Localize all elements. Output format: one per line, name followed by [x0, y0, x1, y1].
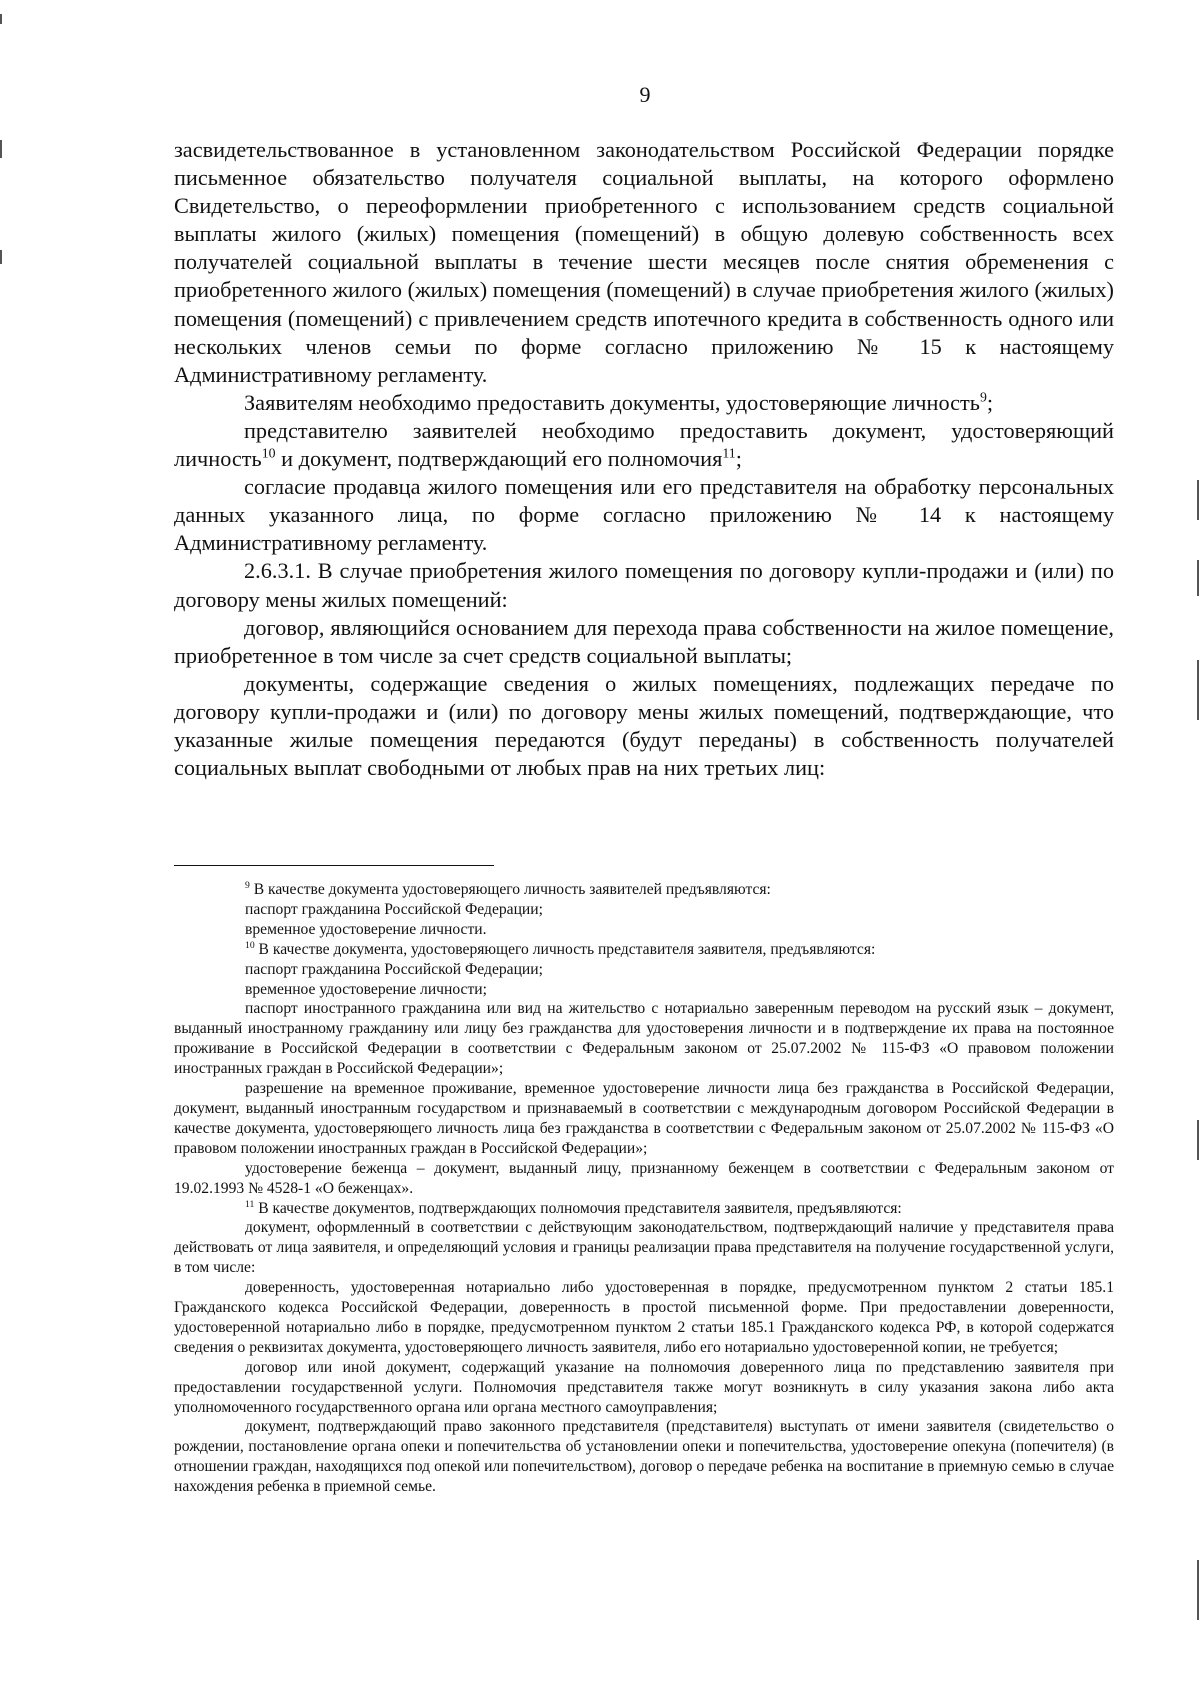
footnote-10 [174, 940, 1114, 960]
paragraph-3-middle: и документ, подтверждающий его полномочия [275, 446, 723, 472]
paragraph-2-text: Заявителям необходимо предоставить документы, удостоверяющие личность [244, 389, 980, 415]
footnote-mark-10: 10 [245, 939, 255, 951]
paragraph-3 [174, 417, 1114, 473]
scan-mark-right [1197, 660, 1199, 720]
paragraph-1: засвидетельствованное в установленном законодательством Российской Федерации порядке письменное обязательство получателя социальной выплаты, на которого оформлено Свидетельство, о переоформлении приобретенного с использованием средств социальной выплаты жилого (жилых) помещения (помещений) в общую долевую собственность всех получателей социальной выплаты в течение шести месяцев после снятия обременения с приобретенного жилого (жилых) помещения (помещений) в случае приобретения жилого (жилых) помещения (помещений) с привлечением средств ипотечного кредита в собственность одного или нескольких членов семьи по форме согласно приложению № 15 к настоящему Административному регламенту. [174, 137, 1114, 387]
footnote-line: паспорт гражданина Российской Федерации; [245, 900, 543, 918]
paragraph-5: 2.6.3.1. В случае приобретения жилого помещения по договору купли-продажи и (или) по договору мены жилых помещений: [174, 558, 1114, 612]
main-text [174, 136, 1114, 782]
paragraph-7: документы, содержащие сведения о жилых помещениях, подлежащих передаче по договору купли-продажи и (или) по договору мены жилых помещений, подтверждающие, что указанные жилые помещения передаются (будут переданы) в собственность получателей социальных выплат свободными от любых прав на них третьих лиц: [174, 670, 1114, 781]
footnote-line: паспорт иностранного гражданина или вид на жительство с нотариально заверенным переводом на русский язык – документ, выданный иностранному гражданину или лицу без гражданства для удостоверения личности и в подтверждение их права на постоянное проживание в Российской Федерации в соответствии с Федеральным законом от 25.07.2002 № 115-ФЗ «О правовом положении иностранных граждан в Российской Федерации»; [174, 1000, 1114, 1078]
footnote-line: временное удостоверение личности. [245, 920, 487, 938]
footnote-ref-9[interactable]: 9 [979, 389, 987, 405]
paragraph-3-text: представителю заявителей необходимо предоставить документ, удостоверяющий личность [174, 417, 1114, 472]
footnote-ref-11[interactable]: 11 [722, 445, 736, 461]
footnote-ref-10[interactable]: 10 [261, 445, 276, 461]
footnote-10-text: В качестве документа, удостоверяющего личность представителя заявителя, предъявляются: [254, 940, 876, 958]
scan-mark-left [0, 14, 2, 24]
scan-mark-left [0, 140, 2, 158]
footnote-11 [174, 1199, 1114, 1219]
footnote-line: доверенность, удостоверенная нотариально либо удостоверенная в порядке, предусмотренном пунктом 2 статьи 185.1 Гражданского кодекса Российской Федерации, доверенность в простой письменной форме. При предоставлении доверенности, удостоверенной нотариально либо в порядке, предусмотренном пунктом 2 статьи 185.1 Гражданского кодекса РФ, в которой содержатся сведения о реквизитах документа, удостоверяющего личность заявителя, либо его нотариально удостоверенной копии, не требуется; [174, 1279, 1114, 1356]
footnote-line: договор или иной документ, содержащий указание на полномочия доверенного лица по представлению заявителя при предоставлении государственной услуги. Полномочия представителя также могут возникнуть в силу указания закона либо акта уполномоченного государственного органа или органа местного самоуправления; [174, 1358, 1114, 1416]
paragraph-2 [174, 389, 1114, 417]
footnote-line: разрешение на временное проживание, временное удостоверение личности лица без гражданства в Российской Федерации, документ, выданный иностранным государством и признаваемый в соответствии с международным договором Российской Федерации в качестве документа, удостоверяющего личность лица без гражданства в соответствии с Федеральным законом от 25.07.2002 № 115-ФЗ «О правовом положении иностранных граждан в Российской Федерации»; [174, 1080, 1114, 1157]
scan-mark-right [1197, 1560, 1199, 1620]
scan-mark-right [1197, 480, 1199, 520]
paragraph-3-tail: ; [735, 446, 742, 472]
footnote-line: удостоверение беженца – документ, выданный лицу, признанному беженцем в соответствии с Федеральным законом от 19.02.1993 № 4528-1 «О беженцах». [174, 1159, 1114, 1197]
footnote-9 [174, 880, 1114, 900]
page-number: 9 [639, 82, 651, 107]
footnotes [174, 880, 1114, 1497]
footnote-line: документ, оформленный в соответствии с действующим законодательством, подтверждающий наличие у представителя права действовать от лица заявителя, и определяющий условия и границы реализации права представителя на получение государственной услуги, в том числе: [174, 1219, 1114, 1277]
scan-mark-right [1197, 1120, 1199, 1160]
paragraph-4: согласие продавца жилого помещения или его представителя на обработку персональных данных указанного лица, по форме согласно приложению № 14 к настоящему Административному регламенту. [174, 474, 1114, 556]
footnote-mark-11: 11 [245, 1198, 255, 1210]
footnote-separator [174, 865, 494, 866]
footnote-line: документ, подтверждающий право законного представителя (представителя) выступать от имени заявителя (свидетельство о рождении, постановление органа опеки и попечительства об установлении опеки и попечительства, удостоверение опекуна (попечителя) (в отношении граждан, находящихся под опекой или попечительством), договор о передаче ребенка на воспитание в приемную семью в случае нахождения ребенка в приемной семье. [174, 1418, 1114, 1496]
paragraph-6: договор, являющийся основанием для перехода права собственности на жилое помещение, приобретенное в том числе за счет средств социальной выплаты; [174, 614, 1114, 668]
paragraph-2-tail: ; [986, 389, 994, 415]
scan-mark-right [1197, 560, 1199, 596]
scan-mark-left [0, 250, 2, 264]
footnote-9-text: В качестве документа удостоверяющего личность заявителей предъявляются: [249, 881, 771, 898]
footnote-line: временное удостоверение личности; [245, 980, 487, 998]
footnote-line: паспорт гражданина Российской Федерации; [245, 960, 543, 978]
footnote-11-text: В качестве документов, подтверждающих полномочия представителя заявителя, предъявляются: [254, 1199, 902, 1217]
footnote-mark-9: 9 [245, 879, 250, 891]
